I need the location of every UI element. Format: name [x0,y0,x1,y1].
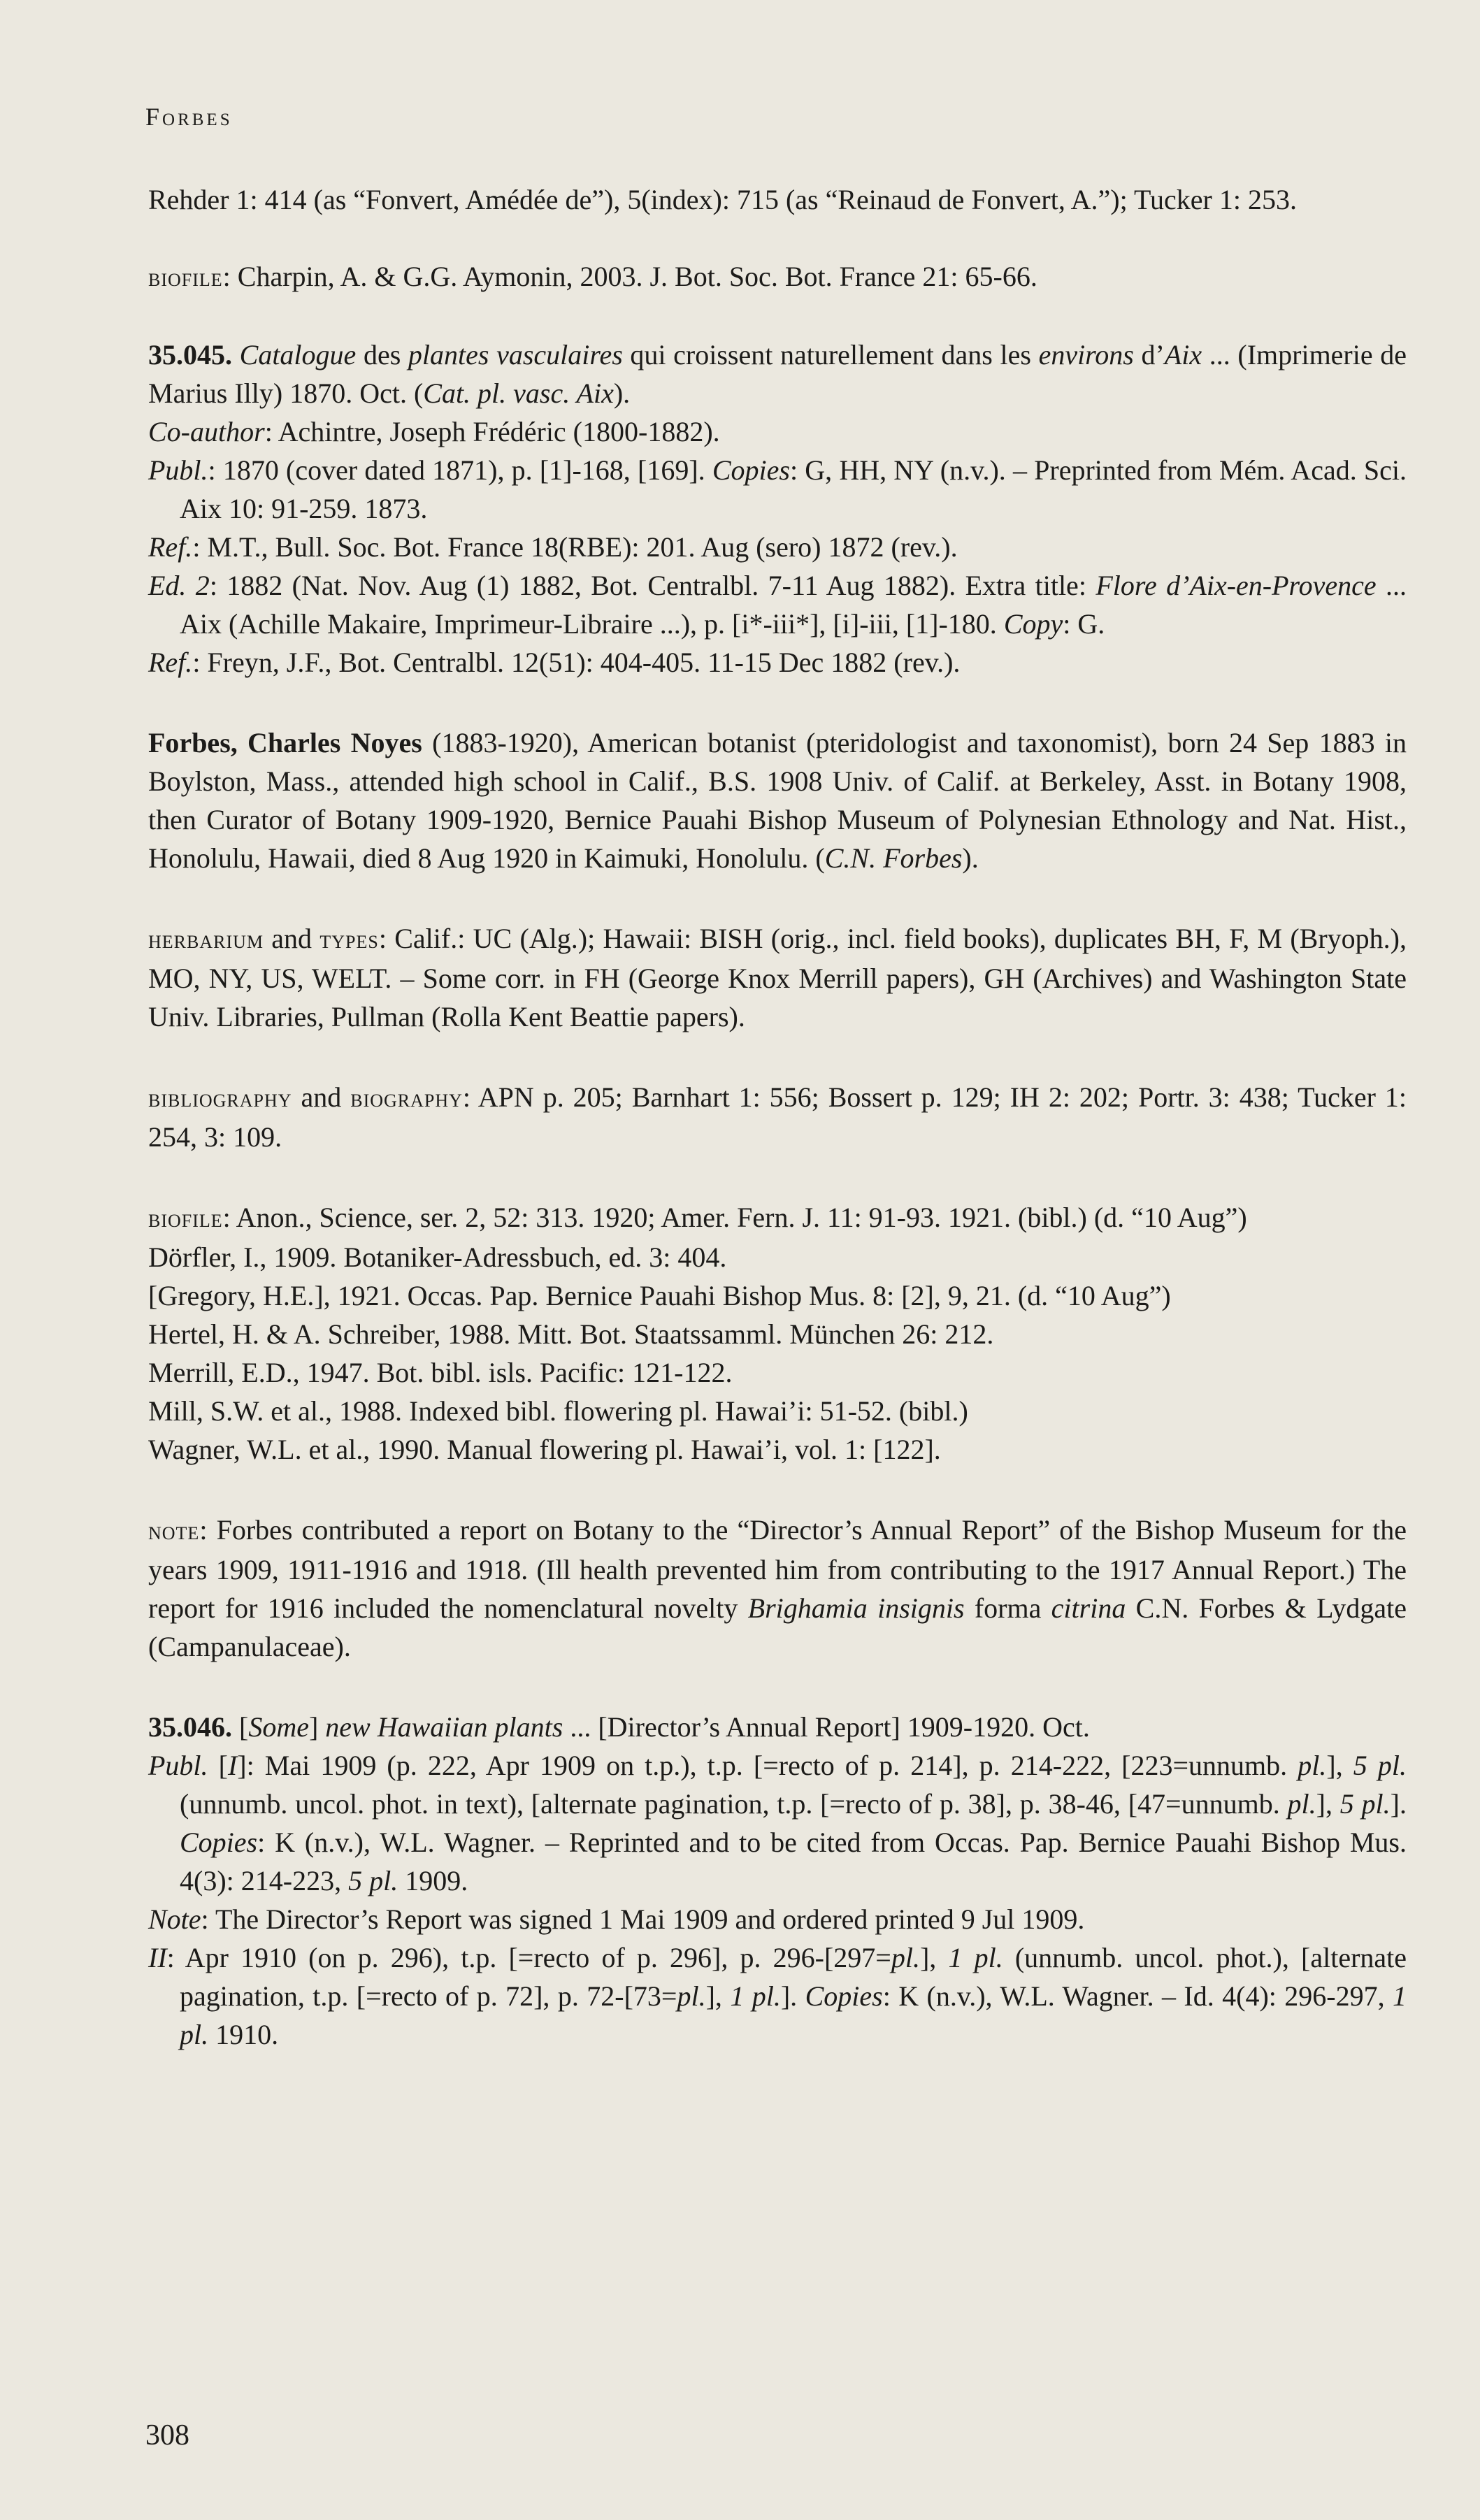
note-text: : The Director’s Report was signed 1 Mai 1909 and ordered printed 9 Jul 1909. [201,1903,1085,1935]
forbes-biofile-item: [Gregory, H.E.], 1921. Occas. Pap. Bernice Pauahi Bishop Mus. 8: [2], 9, 21. (d. “10 Aug”) [148,1280,1171,1311]
plate-count: 1 pl. [180,1980,1407,2050]
biography-label: biography [350,1084,463,1113]
title-text: des [356,339,408,370]
entry-35-046-title [148,1708,1407,1746]
edition-title: Flore d’Aix-en-Provence [1095,570,1377,601]
plate-count: 5 pl. [1353,1750,1407,1781]
forbes-biofile-item: Mill, S.W. et al., 1988. Indexed bibl. flowering pl. Hawai’i: 51-52. (bibl.) [148,1395,968,1427]
note-label: Note [148,1903,201,1935]
publ-text: [ [208,1750,228,1781]
plate-count: 5 pl. [1339,1788,1391,1820]
types-label: types [319,926,379,954]
herbarium-text: : Calif.: UC (Alg.); Hawaii: BISH (orig., incl. field books), duplicates BH, F, M (Bryoph.), MO, NY, US, WELT. – Some corr. in FH (George Knox Merrill papers), GH (Archives) and Washington State Univ. Libraries, Pullman (Rolla Kent Beattie papers). [148,923,1407,1032]
note-label: note [148,1517,200,1546]
entry-35-046-note [148,1900,1407,1938]
entry-35-045-publ [148,451,1407,528]
publ-text: : K (n.v.), W.L. Wagner. – Reprinted and to be cited from Occas. Pap. Bernice Pauahi Bishop Mus. 4(3): 214-223, [180,1827,1407,1896]
part-label: II [148,1942,167,1973]
page-content [148,180,1407,2054]
entry-35-045-ref [148,528,1407,566]
bio-text: (1883-1920), American botanist (pteridologist and taxonomist), born 24 Sep 1883 in Boylston, Mass., attended high school in Calif., B.S. 1908 Univ. of Calif. at Berkeley, Asst. in Botany 1908, then Curator of Botany 1909-1920, Bernice Pauahi Bishop Museum of Polynesian Ethnology and Nat. Hist., Honolulu, Hawaii, died 8 Aug 1920 in Kaimuki, Honolulu. ( [148,727,1407,874]
entry-35-045-ed2 [148,566,1407,643]
title-word: new Hawaiian plants [325,1711,563,1743]
forbes-note [148,1511,1407,1666]
publ-label: Publ. [148,454,208,486]
publ-text: (unnumb. uncol. phot.), [alternate pagination, t.p. [=recto of p. 72], p. 72-[73= [180,1942,1407,2012]
note-text: : Forbes contributed a report on Botany to the “Director’s Annual Report” of the Bishop Museum for the years 1909, 1911-1916 and 1918. (Ill health prevented him from contributing to the 1917 Annual Report.) The report for 1916 included the nomenclatural novelty [148,1514,1407,1624]
fonvert-biofile [148,257,1407,297]
page-number: 308 [145,2419,189,2451]
plate-abbreviation: pl. [1287,1788,1316,1820]
edition-text: : G. [1063,608,1105,640]
publ-text: ]. [780,1980,805,2012]
publ-text: 1909. [398,1865,468,1896]
title-word: Aix [1164,339,1202,370]
forbes-herbarium [148,919,1407,1036]
publ-text: : Apr 1910 (on p. 296), t.p. [=recto of p. 296], p. 296-[297= [166,1942,891,1973]
rehder-reference: Rehder 1: 414 (as “Fonvert, Amédée de”), 5(index): 715 (as “Reinaud de Fonvert, A.”); Tucker 1: 253. [148,184,1297,215]
title-text: ). [613,377,631,409]
plate-count: 1 pl. [730,1980,781,2012]
ref-label: Ref. [148,531,193,563]
bibliography-text: : APN p. 205; Barnhart 1: 556; Bossert p. 129; IH 2: 202; Portr. 3: 438; Tucker 1: 254, 3: 109. [148,1081,1407,1153]
ref-label: Ref. [148,647,193,678]
author-abbreviation: C.N. Forbes [824,842,963,874]
title-text: [ [239,1711,249,1743]
forbes-biofile-item: Hertel, H. & A. Schreiber, 1988. Mitt. Bot. Staatssamml. München 26: 212. [148,1318,994,1350]
label-conjunction: and [292,1081,351,1113]
title-word: Catalogue [239,339,357,370]
title-text: d’ [1133,339,1165,370]
forbes-biofile-item: Dörfler, I., 1909. Botaniker-Adressbuch, ed. 3: 404. [148,1241,727,1273]
forbes-bibliography [148,1078,1407,1156]
taxon-name: Brighamia insignis [747,1592,965,1624]
copy-label: Copy [1003,608,1063,640]
publ-text: (unnumb. uncol. phot. in text), [alternate pagination, t.p. [=recto of p. 38], p. 38-46, [47=unnumb. [180,1788,1288,1820]
publ-text: 1910. [208,2019,279,2050]
publ-text: : G, HH, NY (n.v.). – Preprinted from Mém. Acad. Sci. Aix 10: 91-259. 1873. [180,454,1407,524]
ref-text: : M.T., Bull. Soc. Bot. France 18(RBE): 201. Aug (sero) 1872 (rev.). [192,531,958,563]
running-header: Forbes [145,103,233,131]
ref-text: : Freyn, J.F., Bot. Centralbl. 12(51): 404-405. 11-15 Dec 1882 (rev.). [192,647,961,678]
publ-text: ], [1326,1750,1353,1781]
part-label: I [227,1750,238,1781]
taxon-form: citrina [1051,1592,1126,1624]
bio-text: ). [962,842,979,874]
entry-35-045-coauthor [148,412,1407,451]
edition-text: : 1882 (Nat. Nov. Aug (1) 1882, Bot. Centralbl. 7-11 Aug 1882). Extra title: [209,570,1096,601]
plate-count: 5 pl. [348,1865,398,1896]
edition-label: Ed. 2 [148,570,210,601]
title-word: plantes vasculaires [408,339,623,370]
publ-label: Publ. [148,1750,208,1781]
title-text: ... [Director’s Annual Report] 1909-1920. Oct. [563,1711,1090,1743]
title-word: Some [248,1711,309,1743]
title-text: ] [308,1711,326,1743]
copies-label: Copies [180,1827,258,1858]
biofile-label: biofile [148,264,223,292]
publ-text: ], [705,1980,731,2012]
note-text: forma [964,1592,1051,1624]
biofile-text: : Anon., Science, ser. 2, 52: 313. 1920; Amer. Fern. J. 11: 91-93. 1921. (bibl.) (d. “10 Aug”) [222,1202,1247,1233]
biofile-text: : Charpin, A. & G.G. Aymonin, 2003. J. Bot. Soc. Bot. France 21: 65-66. [222,261,1037,292]
coauthor-text: : Achintre, Joseph Frédéric (1800-1882). [264,416,720,447]
entry-number: 35.045. [148,339,232,370]
entry-35-046-publ [148,1746,1407,1900]
publ-text: ], [1316,1788,1340,1820]
coauthor-label: Co-author [148,416,265,447]
forbes-biofile-item [148,1198,1407,1238]
title-text: qui croissent naturellement dans les [622,339,1039,370]
title-text: ... (Imprimerie de Marius Illy) 1870. Oct. ( [148,339,1407,409]
plate-count: 1 pl. [948,1942,1003,1973]
entry-35-045-ref-2 [148,643,1407,682]
edition-text: ... Aix (Achille Makaire, Imprimeur-Libraire ...), p. [i*-iii*], [i]-iii, [1]-180. [180,570,1407,640]
label-conjunction: and [264,923,320,954]
title-word: environs [1038,339,1134,370]
forbes-biography [148,723,1407,877]
plate-abbreviation: pl. [1298,1750,1327,1781]
publ-text: : K (n.v.), W.L. Wagner. – Id. 4(4): 296-297, [882,1980,1393,2012]
biofile-label: biofile [148,1204,223,1233]
copies-label: Copies [712,454,790,486]
entry-35-045-title [148,336,1407,412]
copies-label: Copies [805,1980,883,2012]
publ-text: ]. [1390,1788,1407,1820]
title-abbreviation: Cat. pl. vasc. Aix [423,377,614,409]
entry-35-046-part-ii [148,1938,1407,2054]
author-name: Forbes, Charles Noyes [148,727,422,758]
forbes-biofile-item: Merrill, E.D., 1947. Bot. bibl. isls. Pacific: 121-122. [148,1357,733,1388]
plate-abbreviation: pl. [891,1942,920,1973]
publ-text: ] [237,1750,247,1781]
publ-text: ], [919,1942,949,1973]
publ-text: : 1870 (cover dated 1871), p. [1]-168, [169]. [208,454,712,486]
herbarium-label: herbarium [148,926,264,954]
note-text: C.N. Forbes & Lydgate (Campanulaceae). [148,1592,1407,1662]
publ-text: : Mai 1909 (p. 222, Apr 1909 on t.p.), t.p. [=recto of p. 214], p. 214-222, [223=unnumb. [246,1750,1298,1781]
entry-number: 35.046. [148,1711,232,1743]
forbes-biofile-item: Wagner, W.L. et al., 1990. Manual flowering pl. Hawai’i, vol. 1: [122]. [148,1434,941,1465]
plate-abbreviation: pl. [677,1980,706,2012]
bibliography-label: bibliography [148,1084,292,1113]
